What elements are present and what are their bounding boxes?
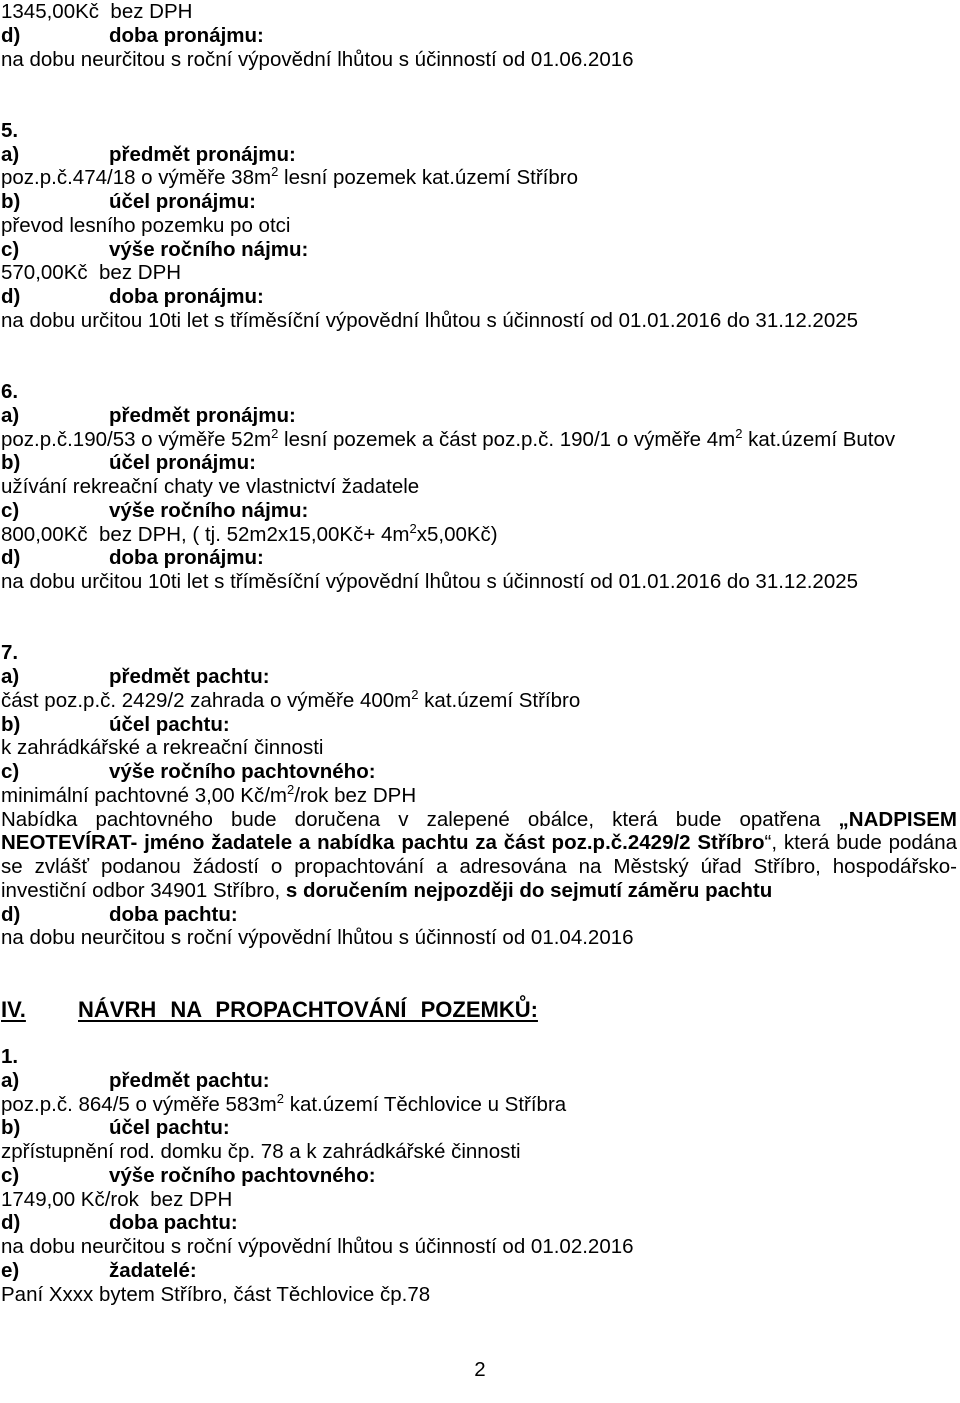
offer-text: “, která bude podána: [764, 831, 957, 855]
field-letter: b): [1, 1116, 21, 1140]
offer-text: Nabídka pachtovného bude doručena v zalepené obálce, která bude opatřena: [1, 807, 839, 831]
field-letter: c): [1, 1163, 20, 1187]
field-label: předmět pachtu:: [109, 1068, 270, 1092]
field-label: doba pachtu:: [109, 1211, 238, 1235]
item5-purpose-value: převod lesního pozemku po otci: [1, 213, 291, 237]
iv-item1-number: 1.: [1, 1045, 19, 1068]
offer-text-bold: „NADPISEM: [838, 807, 957, 831]
item7-purpose-heading: [1, 713, 957, 737]
offer-line: [1, 808, 957, 832]
item5-rent-heading: [1, 238, 957, 262]
iv-item1-rent-value: [1, 1188, 957, 1212]
item5-subject-value: [1, 166, 957, 190]
offer-text: se zvlášť podanou žádostí o propachtování a adresována na Městský úřad Stříbro, hospodářsko-: [1, 855, 957, 878]
item5-rent-value: [1, 261, 957, 285]
field-label: výše ročního nájmu:: [109, 498, 309, 522]
superscript: 2: [409, 520, 417, 536]
superscript: 2: [271, 164, 279, 180]
spacer: [1, 71, 957, 119]
field-letter: a): [1, 665, 20, 688]
prev-item-duration-heading: [1, 24, 957, 48]
spacer: [1, 333, 957, 381]
iv-item1-applicants-heading: [1, 1259, 957, 1283]
value-text: část poz.p.č. 2429/2 zahrada o výměře 400m: [1, 688, 412, 712]
field-label: výše ročního pachtovného:: [109, 1163, 376, 1187]
prev-item-duration-value: na dobu neurčitou s roční výpovědní lhůtou s účinností od 01.06.2016: [1, 47, 634, 71]
item5-number: 5.: [1, 118, 19, 142]
item6-rent-heading: [1, 499, 957, 523]
item7-offer-paragraph: [1, 808, 957, 903]
item7-duration-heading: [1, 903, 957, 927]
field-label: výše ročního nájmu:: [109, 237, 309, 261]
spacer: [1, 950, 957, 998]
value-text: kat.území Těchlovice u Stříbra: [284, 1092, 567, 1116]
section-iv-heading: [1, 998, 957, 1022]
superscript: 2: [411, 686, 419, 702]
field-label: účel pronájmu:: [109, 451, 256, 475]
value-text: x5,00Kč): [416, 522, 498, 546]
field-label: doba pronájmu:: [109, 23, 264, 47]
item7-subject-heading: [1, 665, 957, 689]
field-letter: a): [1, 1068, 20, 1092]
field-label: účel pachtu:: [109, 1116, 230, 1140]
field-letter: d): [1, 1211, 21, 1235]
field-label: doba pronájmu:: [109, 546, 264, 570]
value-text: lesní pozemek kat.území Stříbro: [278, 166, 578, 190]
section-numeral: IV.: [1, 996, 26, 1022]
item6-duration-value: na dobu určitou 10ti let s tříměsíční výpovědní lhůtou s účinností od 01.01.2016 do 31.12.2025: [1, 570, 859, 593]
iv-item1-duration-heading: [1, 1211, 957, 1235]
field-letter: e): [1, 1258, 20, 1282]
field-letter: b): [1, 451, 21, 475]
item7-rent-value: [1, 781, 957, 808]
item7-number: 7.: [1, 641, 19, 665]
item5-duration-value: na dobu určitou 10ti let s tříměsíční výpovědní lhůtou s účinností od 01.01.2016 do 31.12.2025: [1, 308, 859, 332]
field-letter: c): [1, 237, 20, 261]
item5-subject-heading: [1, 143, 957, 167]
section-numeral-box: [1, 998, 78, 1022]
value-text: 1749,00 Kč/rok bez DPH: [1, 1187, 233, 1211]
value-text: poz.p.č.190/53 o výměře 52m: [1, 427, 272, 451]
prev-item-price-line: [1, 0, 957, 24]
item7-subject-value: [1, 686, 957, 713]
iv-item1-purpose-heading: [1, 1116, 957, 1140]
field-letter: b): [1, 712, 21, 736]
superscript: 2: [735, 425, 743, 441]
field-letter: a): [1, 142, 20, 166]
document-page: [1, 0, 957, 1306]
field-label: účel pachtu:: [109, 712, 230, 736]
offer-line: [1, 831, 957, 855]
value-text: poz.p.č.474/18 o výměře 38m: [1, 166, 272, 190]
field-label: předmět pachtu:: [109, 665, 270, 688]
item6-duration-heading: [1, 546, 957, 570]
item6-rent-value: [1, 520, 957, 547]
iv-item1-subject-heading: [1, 1069, 957, 1093]
value-text: lesní pozemek a část poz.p.č. 190/1 o výměře 4m: [278, 427, 736, 451]
item6-number: 6.: [1, 380, 19, 403]
field-letter: d): [1, 285, 21, 308]
field-label: výše ročního pachtovného:: [109, 760, 376, 783]
field-letter: d): [1, 23, 21, 47]
field-letter: a): [1, 403, 20, 427]
page-number: 2: [474, 1358, 486, 1381]
field-label: předmět pronájmu:: [109, 403, 296, 427]
item7-duration-value: na dobu neurčitou s roční výpovědní lhůtou s účinností od 01.04.2016: [1, 926, 634, 950]
value-text: 800,00Kč bez DPH, ( tj. 52m2x15,00Kč+ 4m: [1, 522, 410, 546]
section-title: NÁVRH NA PROPACHTOVÁNÍ POZEMKŮ:: [78, 996, 538, 1022]
prev-item-price: 1345,00Kč bez DPH: [1, 0, 193, 23]
field-letter: c): [1, 498, 20, 522]
field-letter: d): [1, 902, 21, 926]
value-text: /rok bez DPH: [294, 783, 417, 807]
field-label: předmět pronájmu:: [109, 142, 296, 166]
iv-item1-rent-heading: [1, 1164, 957, 1188]
field-label: doba pachtu:: [109, 902, 238, 926]
item6-subject-value: [1, 425, 957, 452]
field-letter: b): [1, 190, 21, 213]
iv-item1-subject-value: [1, 1090, 957, 1117]
item6-purpose-heading: [1, 451, 957, 475]
offer-text-bold: s doručením nejpozději do sejmutí záměru pachtu: [285, 878, 773, 902]
field-letter: d): [1, 546, 21, 570]
offer-line: [1, 855, 957, 879]
item7-rent-heading: [1, 760, 957, 784]
offer-text: investiční odbor 34901 Stříbro,: [1, 878, 286, 902]
value-text: 570,00Kč bez DPH: [1, 261, 182, 285]
offer-text-bold: NEOTEVÍRAT- jméno žadatele a nabídka pachtu za část poz.p.č.2429/2 Stříbro: [1, 831, 765, 855]
value-text: kat.území Stříbro: [418, 688, 581, 712]
value-text: minimální pachtovné 3,00 Kč/m: [1, 783, 287, 807]
item7-purpose-value: k zahrádkářské a rekreační činnosti: [1, 736, 324, 760]
iv-item1-applicants-value: Paní Xxxx bytem Stříbro, část Těchlovice čp.78: [1, 1282, 431, 1306]
iv-item1-duration-value: na dobu neurčitou s roční výpovědní lhůtou s účinností od 01.02.2016: [1, 1235, 634, 1258]
spacer: [1, 594, 957, 642]
superscript: 2: [271, 425, 279, 441]
field-label: doba pronájmu:: [109, 285, 264, 308]
offer-line: [1, 879, 957, 903]
field-label: účel pronájmu:: [109, 190, 256, 213]
value-text: kat.území Butov: [742, 427, 896, 451]
field-letter: c): [1, 760, 20, 783]
item5-purpose-heading: [1, 190, 957, 214]
superscript: 2: [287, 781, 295, 797]
value-text: poz.p.č. 864/5 o výměře 583m: [1, 1092, 277, 1116]
field-label: žadatelé:: [109, 1258, 197, 1282]
item6-purpose-value: užívání rekreační chaty ve vlastnictví žadatele: [1, 475, 420, 498]
item5-duration-heading: [1, 285, 957, 309]
iv-item1-purpose-value: zpřístupnění rod. domku čp. 78 a k zahrádkářské činnosti: [1, 1140, 521, 1163]
superscript: 2: [276, 1090, 284, 1106]
spacer: [1, 1021, 957, 1045]
item6-subject-heading: [1, 404, 957, 428]
